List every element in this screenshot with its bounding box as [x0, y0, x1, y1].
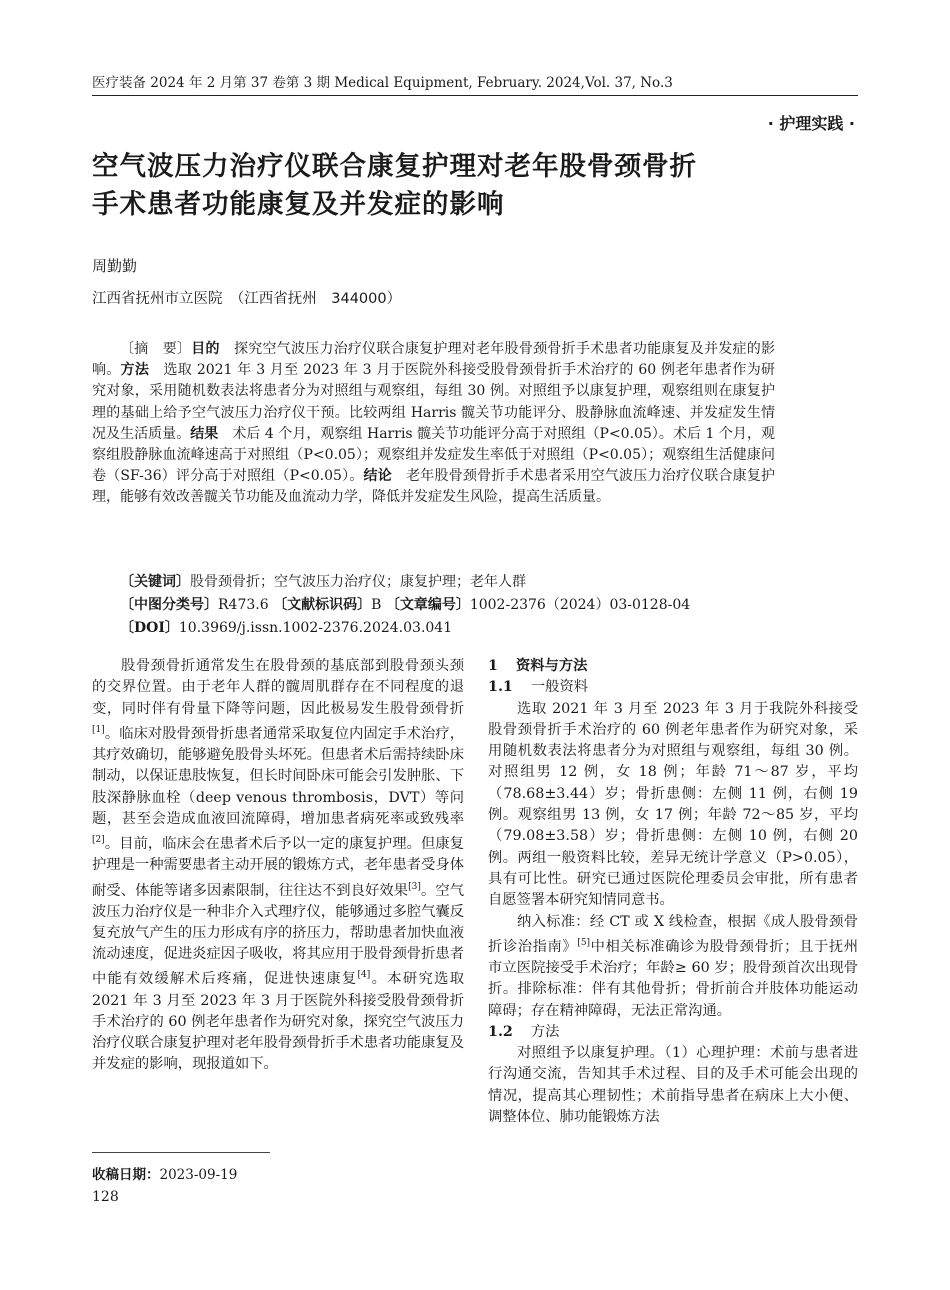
- page-number: 128: [92, 1189, 119, 1205]
- keywords-text: 股骨颈骨折；空气波压力治疗仪；康复护理；老年人群: [190, 574, 526, 590]
- journal-header: 医疗装备 2024 年 2 月第 37 卷第 3 期 Medical Equipment, February. 2024,Vol. 37, No.3: [92, 75, 673, 91]
- heading-methods: [488, 1022, 858, 1043]
- right-column: [488, 656, 858, 1128]
- heading-materials-methods: [488, 656, 858, 677]
- title-line-2: 手术患者功能康复及并发症的影响: [92, 189, 505, 220]
- received-date: [92, 1163, 237, 1183]
- conclusion-label: 结论: [363, 468, 392, 485]
- heading-number: 1: [488, 658, 498, 674]
- objective-label: 目的: [191, 341, 220, 357]
- header-divider: [92, 95, 858, 96]
- left-column: [92, 656, 464, 1076]
- doi: [120, 617, 452, 637]
- heading-text: 资料与方法: [515, 658, 588, 674]
- keywords: [120, 571, 526, 591]
- classification-line: [120, 594, 690, 614]
- clc-label: 〔中图分类号〕: [120, 597, 218, 613]
- result-text: 术后 4 个月，观察组 Harris 髋关节功能评分高于对照组（P<0.05）。术后 1 个月，观察组股静脉血流峰速高于对照组（P<0.05）；观察组并发症发生率低于对照组（P<0.05）；观察组生活健康问卷（SF-36）评分高于对照组（P<0.05）。: [92, 425, 776, 485]
- doc-code-value: B: [371, 597, 382, 613]
- general-info-paragraph: 选取 2021 年 3 月至 2023 年 3 月于我院外科接受股骨颈骨折手术治疗的 60 例老年患者作为研究对象，采用随机数表法将患者分为对照组与观察组，每组 30 例。对照组男 12 例，女 18 例；年龄 71～87 岁，平均（78.68±3.44）岁；骨折患侧：左侧 11 例，右侧 19 例。观察组男 13 例，女 17 例；年龄 72～85 岁，平均（79.08±3.58）岁；骨折患侧：左侧 10 例，右侧 20 例。两组一般资料比较，差异无统计学意义（P>0.05），具有可比性。研究已通过医院伦理委员会审批，所有患者自愿签署本研究知情同意书。: [488, 700, 858, 909]
- result-label: 结果: [190, 425, 219, 442]
- abstract-label: 〔摘 要〕: [120, 341, 192, 357]
- title-line-1: 空气波压力治疗仪联合康复护理对老年股骨颈骨折: [92, 151, 697, 182]
- received-value: 2023-09-19: [159, 1167, 238, 1183]
- doc-code-label: 〔文献标识码〕: [273, 597, 372, 613]
- author: 周勤勤: [92, 257, 138, 275]
- intro-text-3: 。目前，临床会在患者术后予以一定的康复护理。但康复护理是一种需要患者主动开展的锻炼方式，老年患者受身体耐受、体能等诸多因素限制，往往达不到良好效果: [92, 835, 464, 899]
- footnote-divider: [92, 1152, 270, 1153]
- citation-1[interactable]: [1]: [92, 724, 105, 735]
- article-number-value: 1002-2376（2024）03-0128-04: [469, 597, 691, 613]
- method-label: 方法: [120, 362, 150, 379]
- abstract: [92, 339, 775, 509]
- criteria-text-2: 中相关标准确诊为股骨颈骨折；且于抚州市立医院接受手术治疗；年龄≥ 60 岁；股骨颈首次出现骨折。排除标准：伴有其他骨折；骨折前合并肢体功能运动障碍；存在精神障碍，无法正常沟通。: [488, 938, 858, 1019]
- objective-text: 探究空气波压力治疗仪联合康复护理对老年股骨颈骨折手术患者功能康复及并发症的影响。: [92, 341, 776, 379]
- citation-5[interactable]: [5]: [577, 937, 591, 948]
- criteria-text-1: 纳入标准：经 CT 或 X 线检查，根据《成人股骨颈骨折诊治指南》: [488, 913, 858, 955]
- method-text: 选取 2021 年 3 月至 2023 年 3 月于医院外科接受股骨颈骨折手术治疗的 60 例老年患者作为研究对象，采用随机数表法将患者分为对照组与观察组，每组 30 例。对照组予以康复护理，观察组则在康复护理的基础上给予空气波压力治疗仪干预。比较两组 Harris 髋关节功能评分、股静脉血流峰速、并发症发生情况及生活质量。: [92, 362, 776, 442]
- doi-label: 〔DOI〕: [120, 620, 179, 636]
- citation-2[interactable]: [2]: [92, 835, 105, 846]
- subheading-text: 方法: [530, 1023, 560, 1040]
- article-title: [92, 148, 812, 224]
- section-label: · 护理实践 ·: [767, 114, 855, 133]
- affiliation: 江西省抚州市立医院 （江西省抚州 344000）: [92, 291, 402, 307]
- keywords-label: 〔关键词〕: [120, 574, 190, 590]
- citation-3[interactable]: [3]: [408, 881, 421, 892]
- methods-paragraph: 对照组予以康复护理。（1）心理护理：术前与患者进行沟通交流，告知其手术过程、目的及手术可能会出现的情况，提高其心理韧性；术前指导患者在病床上大小便、调整体位、肺功能锻炼方法: [488, 1045, 858, 1125]
- received-label: 收稿日期：: [92, 1167, 160, 1183]
- conclusion-text: 老年股骨颈骨折手术患者采用空气波压力治疗仪联合康复护理，能够有效改善髋关节功能及血流动力学，降低并发症发生风险，提高生活质量。: [92, 468, 776, 506]
- heading-general-info: [488, 677, 858, 698]
- intro-text-2: 。临床对股骨颈骨折患者通常采取复位内固定手术治疗，其疗效确切，能够避免股骨头坏死。但患者术后需持续卧床制动，以保证患肢恢复，但长时间卧床可能会引发肿胀、下肢深静脉血栓（deep venous thrombosis，DVT）等问题，甚至会造成血液回流障碍，增加患者病死率或致残率: [92, 725, 464, 827]
- article-number-label: 〔文章编号〕: [385, 597, 470, 613]
- subheading-number: 1.2: [488, 1023, 513, 1040]
- intro-text-5: 。本研究选取 2021 年 3 月至 2023 年 3 月于医院外科接受股骨颈骨折手术治疗的 60 例老年患者作为研究对象，探究空气波压力治疗仪联合康复护理对老年股骨颈骨折手术患者功能康复及并发症的影响，现报道如下。: [92, 971, 464, 1073]
- intro-text-1: 股骨颈骨折通常发生在股骨颈的基底部到股骨颈头颈的交界位置。由于老年人群的髋周肌群存在不同程度的退变，同时伴有骨量下降等问题，因此极易发生股骨颈骨折: [92, 658, 464, 717]
- subheading-number: 1.1: [488, 679, 513, 696]
- clc-value: R473.6: [218, 597, 269, 613]
- doi-value[interactable]: 10.3969/j.issn.1002-2376.2024.03.041: [178, 620, 453, 636]
- citation-4[interactable]: [4]: [357, 970, 371, 981]
- intro-text-4: 。空气波压力治疗仪是一种非介入式理疗仪，能够通过多腔气囊反复充放气产生的压力形成有序的挤压力，帮助患者加快血液流动速度，促进炎症因子吸收，将其应用于股骨颈骨折患者中能有效缓解术后疼痛，促进快速康复: [92, 882, 465, 988]
- criteria-paragraph: [488, 912, 858, 1022]
- intro-paragraph: [92, 656, 464, 1076]
- subheading-text: 一般资料: [530, 679, 589, 696]
